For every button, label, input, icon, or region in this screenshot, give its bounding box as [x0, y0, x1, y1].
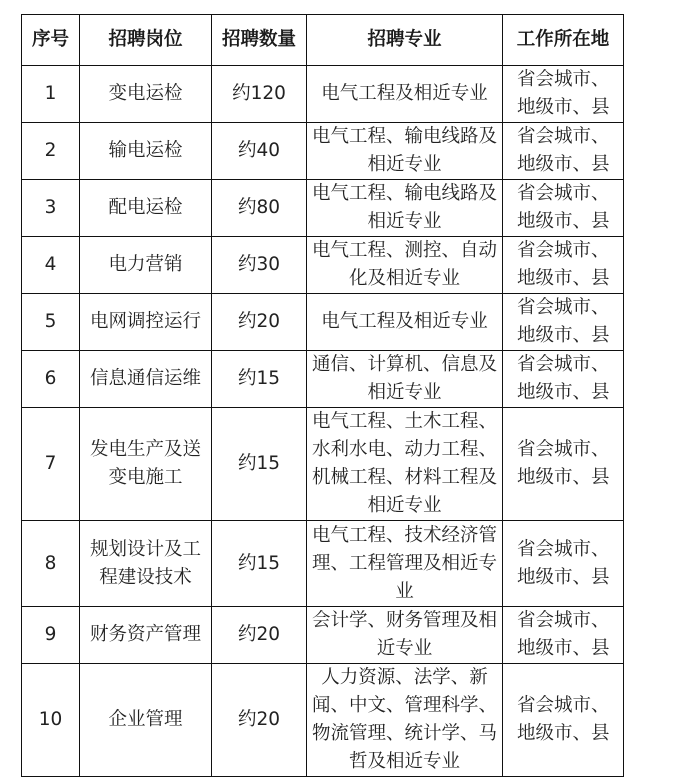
- header-major: 招聘专业: [307, 15, 503, 66]
- cell-location: 省会城市、地级市、县: [503, 521, 624, 607]
- cell-position: 变电运检: [80, 66, 212, 123]
- cell-position: 发电生产及送变电施工: [80, 408, 212, 521]
- cell-count: 约40: [212, 123, 307, 180]
- header-location: 工作所在地: [503, 15, 624, 66]
- cell-major: 电气工程、测控、自动化及相近专业: [307, 237, 503, 294]
- table-row: [22, 123, 624, 180]
- cell-position: 财务资产管理: [80, 607, 212, 664]
- table-body: [22, 66, 624, 777]
- cell-major: 电气工程、土木工程、水利水电、动力工程、机械工程、材料工程及相近专业: [307, 408, 503, 521]
- table-header: [22, 15, 624, 66]
- cell-index: 5: [22, 294, 80, 351]
- cell-position: 企业管理: [80, 664, 212, 777]
- cell-count: 约20: [212, 607, 307, 664]
- cell-position: 电力营销: [80, 237, 212, 294]
- cell-index: 1: [22, 66, 80, 123]
- cell-index: 9: [22, 607, 80, 664]
- cell-major: 电气工程、技术经济管理、工程管理及相近专业: [307, 521, 503, 607]
- table-row: [22, 180, 624, 237]
- table-row: [22, 521, 624, 607]
- cell-location: 省会城市、地级市、县: [503, 180, 624, 237]
- table-row: [22, 408, 624, 521]
- cell-location: 省会城市、地级市、县: [503, 66, 624, 123]
- cell-major: 通信、计算机、信息及相近专业: [307, 351, 503, 408]
- header-count: 招聘数量: [212, 15, 307, 66]
- cell-location: 省会城市、地级市、县: [503, 607, 624, 664]
- cell-location: 省会城市、地级市、县: [503, 294, 624, 351]
- cell-index: 8: [22, 521, 80, 607]
- cell-index: 3: [22, 180, 80, 237]
- cell-position: 规划设计及工程建设技术: [80, 521, 212, 607]
- recruitment-table: [21, 14, 624, 777]
- cell-location: 省会城市、地级市、县: [503, 123, 624, 180]
- header-index: 序号: [22, 15, 80, 66]
- cell-index: 10: [22, 664, 80, 777]
- table-row: [22, 237, 624, 294]
- cell-position: 信息通信运维: [80, 351, 212, 408]
- cell-major: 电气工程、输电线路及相近专业: [307, 180, 503, 237]
- cell-location: 省会城市、地级市、县: [503, 237, 624, 294]
- cell-position: 配电运检: [80, 180, 212, 237]
- header-position: 招聘岗位: [80, 15, 212, 66]
- table-row: [22, 351, 624, 408]
- table-row: [22, 607, 624, 664]
- cell-major: 电气工程及相近专业: [307, 66, 503, 123]
- cell-major: 电气工程及相近专业: [307, 294, 503, 351]
- table-row: [22, 66, 624, 123]
- cell-index: 7: [22, 408, 80, 521]
- cell-count: 约15: [212, 521, 307, 607]
- cell-count: 约15: [212, 408, 307, 521]
- cell-major: 会计学、财务管理及相近专业: [307, 607, 503, 664]
- cell-location: 省会城市、地级市、县: [503, 664, 624, 777]
- cell-index: 4: [22, 237, 80, 294]
- cell-index: 2: [22, 123, 80, 180]
- cell-count: 约15: [212, 351, 307, 408]
- table-row: [22, 664, 624, 777]
- cell-position: 电网调控运行: [80, 294, 212, 351]
- table-row: [22, 294, 624, 351]
- cell-count: 约120: [212, 66, 307, 123]
- cell-major: 电气工程、输电线路及相近专业: [307, 123, 503, 180]
- header-row: [22, 15, 624, 66]
- cell-position: 输电运检: [80, 123, 212, 180]
- cell-location: 省会城市、地级市、县: [503, 408, 624, 521]
- cell-location: 省会城市、地级市、县: [503, 351, 624, 408]
- cell-index: 6: [22, 351, 80, 408]
- cell-count: 约30: [212, 237, 307, 294]
- cell-count: 约80: [212, 180, 307, 237]
- cell-count: 约20: [212, 664, 307, 777]
- cell-count: 约20: [212, 294, 307, 351]
- cell-major: 人力资源、法学、新闻、中文、管理科学、物流管理、统计学、马哲及相近专业: [307, 664, 503, 777]
